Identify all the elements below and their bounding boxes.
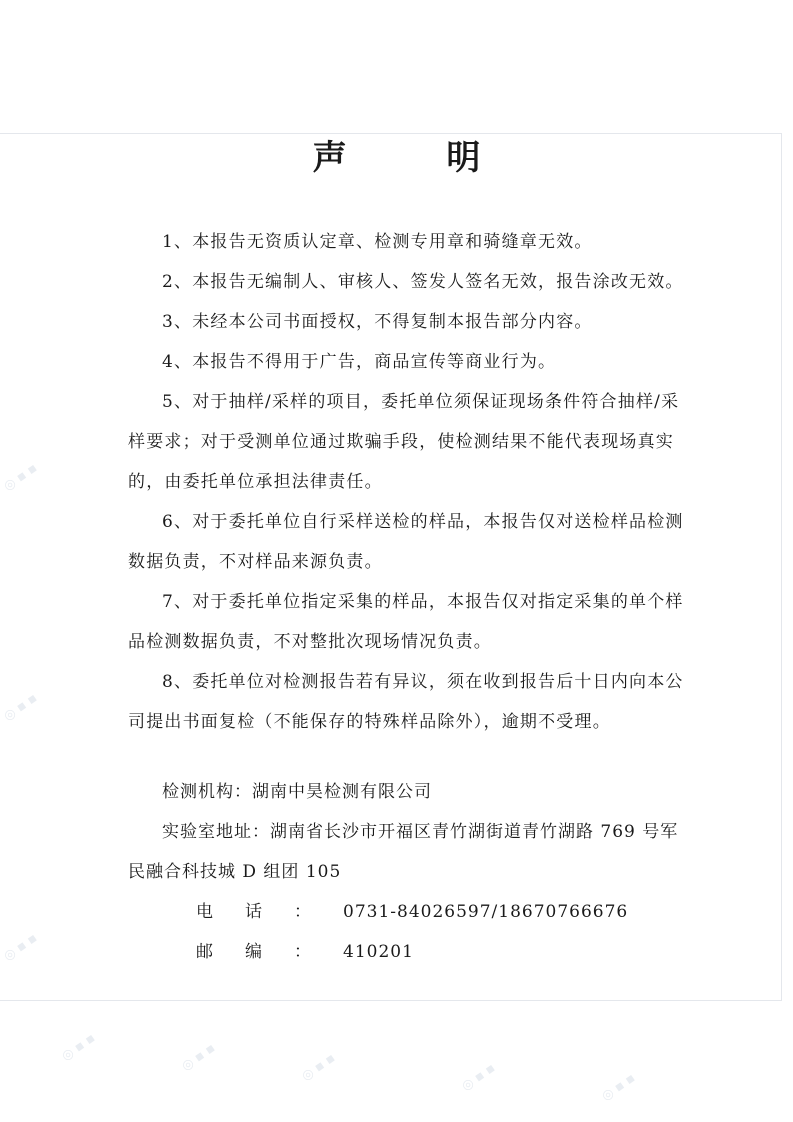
- postcode-label: 邮编：: [196, 942, 343, 962]
- address-label: 实验室地址：: [162, 822, 270, 842]
- clause-item: 6、对于委托单位自行采样送检的样品，本报告仅对送检样品检测数据负责，不对样品来源负责。: [128, 512, 684, 572]
- address-row: [128, 812, 688, 892]
- postcode-value: 410201: [343, 942, 414, 962]
- clause-item: 7、对于委托单位指定采集的样品，本报告仅对指定采集的单个样品检测数据负责，不对整批次现场情况负责。: [128, 592, 684, 652]
- clause-item: 5、对于抽样/采样的项目，委托单位须保证现场条件符合抽样/采样要求；对于受测单位通过欺骗手段，使检测结果不能代表现场真实的，由委托单位承担法律责任。: [128, 392, 680, 492]
- watermark-mark: ◎ ▪ ▪: [59, 1030, 99, 1065]
- watermark-mark: ◎ ▪ ▪: [1, 690, 41, 725]
- address-value: 湖南省长沙市开福区青竹湖街道青竹湖路 769 号军民融合科技城 D 组团 105: [128, 822, 679, 882]
- clause-item: 8、委托单位对检测报告若有异议，须在收到报告后十日内向本公司提出书面复检（不能保存的特殊样品除外），逾期不受理。: [128, 672, 684, 732]
- phone-value: 0731-84026597/18670766676: [343, 902, 629, 922]
- watermark-mark: ◎ ▪ ▪: [1, 930, 41, 965]
- organization-row: [128, 772, 688, 812]
- organization-label: 检测机构：: [162, 782, 252, 802]
- organization-value: 湖南中昊检测有限公司: [252, 782, 432, 802]
- watermark-mark: ◎ ▪ ▪: [179, 1040, 219, 1075]
- clause-item: 3、未经本公司书面授权，不得复制本报告部分内容。: [162, 312, 593, 332]
- phone-row: [128, 892, 688, 932]
- clause-list: [128, 222, 688, 742]
- phone-label: 电话：: [196, 902, 343, 922]
- clause-item: 2、本报告无编制人、审核人、签发人签名无效，报告涂改无效。: [162, 272, 684, 292]
- clause-item: 4、本报告不得用于广告，商品宣传等商业行为。: [162, 352, 557, 372]
- page-title: 声 明: [312, 138, 525, 178]
- watermark-mark: ◎ ▪ ▪: [1, 460, 41, 495]
- clause-item: 1、本报告无资质认定章、检测专用章和骑缝章无效。: [162, 232, 593, 252]
- contact-block: [128, 772, 688, 972]
- postcode-row: [128, 932, 688, 972]
- watermark-mark: ◎ ▪ ▪: [599, 1070, 639, 1105]
- watermark-mark: ◎ ▪ ▪: [459, 1060, 499, 1095]
- watermark-mark: ◎ ▪ ▪: [299, 1050, 339, 1085]
